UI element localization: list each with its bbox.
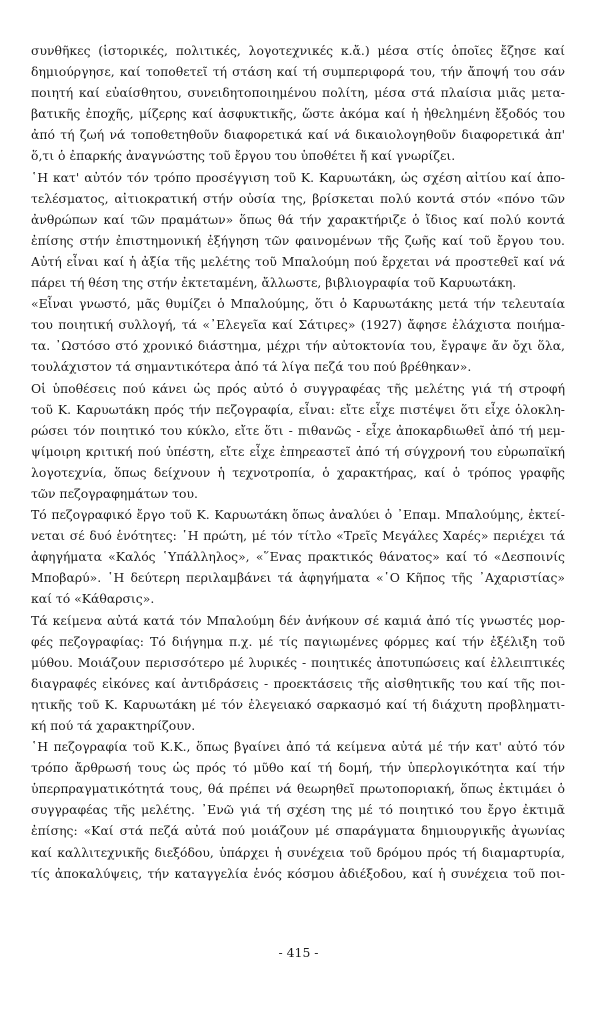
text-line: ἐπίσης: «Καί στά πεζά αὐτά πού μοιάζουν μέ σπαράγματα δημιουργικῆς ἀγωνίας (31, 823, 565, 839)
text-line: ψίμοιρη κριτική πού ὑπέστη, εἴτε εἶχε ἐπηρεαστεῖ ἀπό τή σύγχρονή του εὐρωπαϊκή (31, 443, 565, 459)
text-line: ἀνθρώπων καί τῶν πραμάτων» ὅπως θά τήν χαρακτήριζε ὁ ἴδιος καί πολύ κοντά (31, 211, 565, 227)
text-line: καί καλλιτεχνικῆς διεξόδου, ὑπάρχει ἡ συνέχεια τοῦ δρόμου πρός τή διαμαρτυρία, (31, 844, 565, 860)
body-text (31, 40, 565, 884)
text-line: ῾Η πεζογραφία τοῦ Κ.Κ., ὅπως βγαίνει ἀπό τά κείμενα αὐτά μέ τήν κατ' αὐτό τόν (31, 739, 565, 755)
text-line: ποιητή καί εὐαίσθητου, συνειδητοποιημένου πολίτη, μέσα στά πλαίσια μιᾶς μετα- (31, 85, 565, 101)
text-line: συγγραφέας τῆς μελέτης. ᾿Ενῶ γιά τή σχέση της μέ τό ποιητικό του ἔργο ἐκτιμᾶ (31, 802, 565, 818)
text-line: συνθῆκες (ἱστορικές, πολιτικές, λογοτεχνικές κ.ἄ.) μέσα στίς ὁποῖες ἔζησε καί (31, 43, 565, 58)
page-number: - 415 - (278, 945, 319, 960)
text-line: τοῦ Κ. Καρυωτάκη πρός τήν πεζογραφία, εἶναι: εἴτε εἶχε πιστέψει ὅτι εἶχε ὁλοκλη- (31, 401, 565, 417)
text-line: Τά κείμενα αὐτά κατά τόν Μπαλούμη δέν ἀνήκουν σέ καμιά ἀπό τίς γνωστές μορ- (31, 612, 565, 628)
text-line: τρόπο ἄρθρωσή τους ὡς πρός τό μῦθο καί τή δομή, τήν ὑπερλογικότητα καί τήν (31, 760, 565, 776)
text-line: καί τό «Κάθαρσις». (31, 591, 155, 607)
text-line: τῶν πεζογραφημάτων του. (31, 485, 198, 501)
text-line: Αὐτή εἶναι καί ἡ ἀξία τῆς μελέτης τοῦ Μπαλούμη πού ἔρχεται νά προστεθεῖ καί νά (31, 253, 565, 269)
text-line: κή πού τά χαρακτηρίζουν. (31, 718, 196, 733)
text-line: δημιούργησε, καί τοποθετεῖ τή στάση καί τή συμπεριφορά του, τήν ἄποψή του σάν (31, 64, 565, 80)
text-line: διαγραφές εἰκόνες καί ἀντιδράσεις - προεκτάσεις τῆς αἰσθητικῆς του καί τῆς ποι- (31, 675, 565, 691)
text-line: ἐπίσης στήν ἐπιστημονική ἐξήγηση τῶν φαινομένων τῆς ζωῆς καί τοῦ ἔργου του. (31, 232, 565, 248)
text-line: τελέσματος, αἰτιοκρατική στήν οὐσία της, βρίσκεται πολύ κοντά στόν «πόνο τῶν (31, 190, 565, 206)
text-line: νεται σέ δυό ἑνότητες: ῾Η πρώτη, μέ τόν τίτλο «Τρεῖς Μεγάλες Χαρές» περιέχει τά (31, 528, 565, 544)
text-line: μύθου. Μοιάζουν περισσότερο μέ λυρικές - ποιητικές ἀποτυπώσεις καί ἐλλειπτικές (31, 654, 565, 670)
text-line: ητικῆς τοῦ Κ. Καρυωτάκη μέ τόν ἐλεγειακό σαρκασμό καί τή διάχυτη προβληματι- (31, 696, 565, 712)
text-line: τίς ἀποκαλύψεις, τήν καταγγελία ἑνός κόσμου ἀδιέξοδου, καί ἡ συνέχεια τοῦ ποι- (31, 865, 565, 881)
text-line: ὑπερπραγματικότητά τους, θά πρέπει νά θεωρηθεῖ πρωτοποριακή, ὅπως ἐκτιμάει ὁ (31, 781, 565, 797)
text-line: Τό πεζογραφικό ἔργο τοῦ Κ. Καρυωτάκη ὅπως ἀναλύει ὁ ᾿Επαμ. Μπαλούμης, ἐκτεί- (31, 507, 565, 523)
text-line: Οἱ ὑποθέσεις πού κάνει ὡς πρός αὐτό ὁ συγγραφέας τῆς μελέτης γιά τή στροφή (31, 380, 565, 396)
text-line: «Εἶναι γνωστό, μᾶς θυμίζει ὁ Μπαλούμης, ὅτι ὁ Καρυωτάκης μετά τήν τελευταία (31, 296, 565, 312)
text-line: πάρει τή θέση της στήν ἐκτεταμένη, ἄλλωστε, βιβλιογραφία τοῦ Καρυωτάκη. (31, 275, 517, 291)
text-line: ρώσει τόν ποιητικό του κύκλο, εἴτε ὅτι - πιθανῶς - εἶχε ἀποκαρδιωθεῖ ἀπό τή μεμ- (31, 422, 565, 438)
text-line: ἀπό τή ζωή νά τοποθετηθοῦν διαφορετικά καί νά δικαιολογηθοῦν διαφορετικά ἀπ' (31, 127, 565, 143)
text-line: του ποιητική συλλογή, τά «᾿Ελεγεῖα καί Σάτιρες» (1927) ἄφησε ἐλάχιστα ποιήμα- (31, 317, 565, 333)
text-line: τα. ᾿Ωστόσο στό χρονικό διάστημα, μέχρι τήν αὐτοκτονία του, ἔγραψε ἄν ὄχι ὅλα, (31, 338, 565, 354)
text-line: ῾Η κατ' αὐτόν τόν τρόπο προσέγγιση τοῦ Κ. Καρυωτάκη, ὡς σχέση αἰτίου καί ἀπο- (31, 169, 565, 185)
text-line: βατικῆς ἐποχῆς, μίζερης καί ἀσφυκτικῆς, ὥστε ἀκόμα καί ἡ ἠθελημένη ἔξοδός του (31, 106, 565, 122)
text-line: λογοτεχνία, ὅπως δείχνουν ἡ τεχνοτροπία, ὁ χαρακτήρας, καί ὁ τρόπος γραφῆς (31, 464, 565, 480)
text-line: Μποβαρύ». ῾Η δεύτερη περιλαμβάνει τά ἀφηγήματα «῾Ο Κῆπος τῆς ᾿Αχαριστίας» (31, 570, 565, 586)
text-line: φές πεζογραφίας: Τό διήγημα π.χ. μέ τίς παγιωμένες φόρμες καί τήν ἐξέλιξη τοῦ (31, 633, 565, 649)
text-line: τουλάχιστον τά σημαντικότερα ἀπό τά λίγα πεζά του πού βρέθηκαν». (31, 359, 472, 375)
text-line: ὅ,τι ὁ ἐπαρκής ἀναγνώστης τοῦ ἔργου του ὑποθέτει ἤ καί γνωρίζει. (31, 148, 456, 164)
text-line: ἀφηγήματα «Καλός ῾Υπάλληλος», «῞Ενας πρακτικός θάνατος» καί τό «Δεσποινίς (31, 549, 565, 565)
